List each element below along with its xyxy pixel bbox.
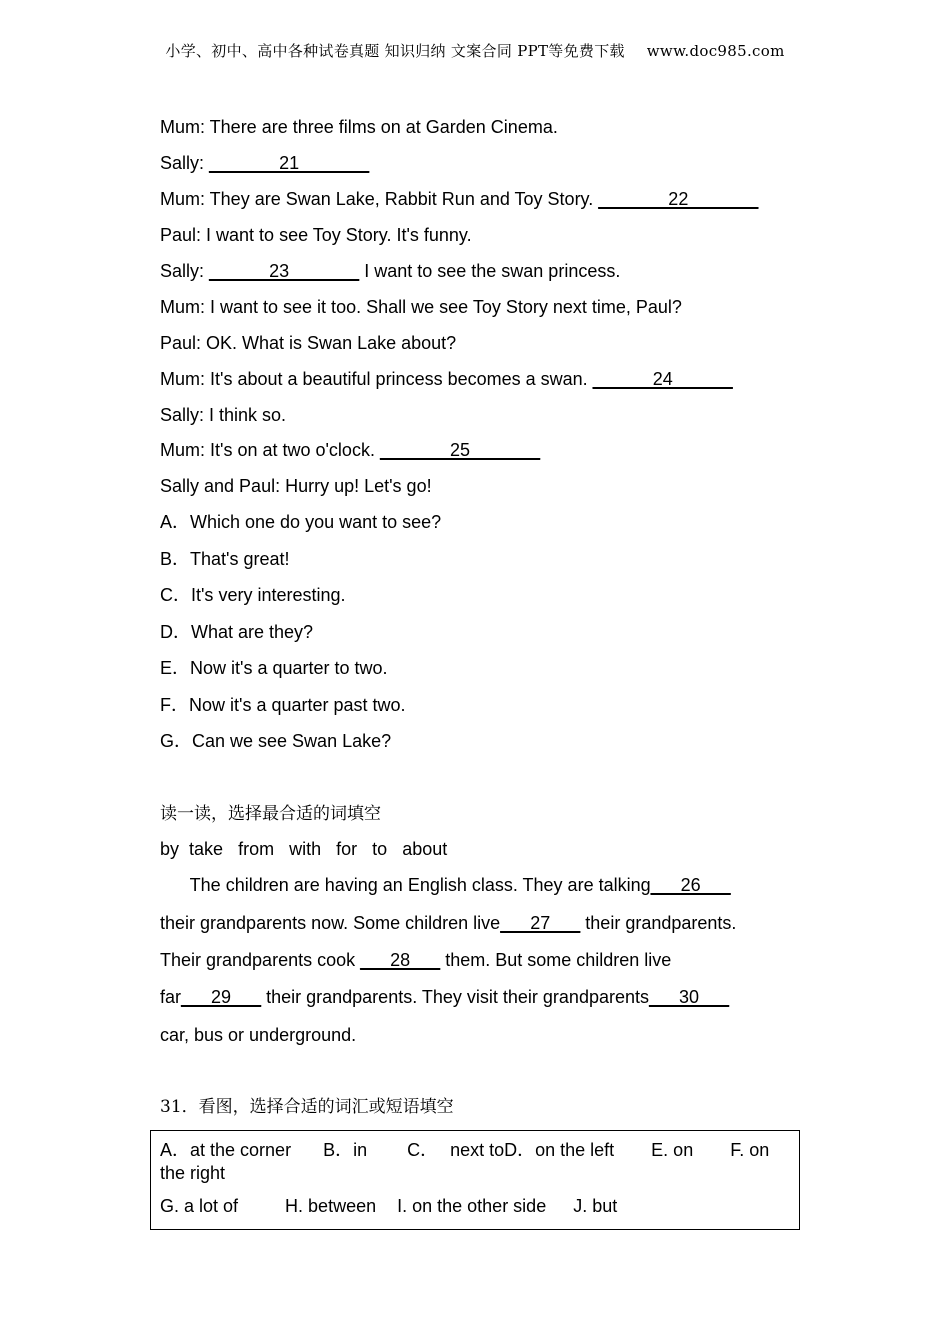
answer-blank-25[interactable]: _______25_______ [379, 440, 541, 460]
answer-blank-23[interactable]: ______23_______ [209, 261, 360, 281]
dialogue-line: Mum: I want to see it too. Shall we see Toy Story next time, Paul? [160, 297, 682, 317]
option-item: I. on the other side [397, 1196, 547, 1216]
option-e: E．Now it's a quarter to two. [160, 658, 388, 678]
passage-line: Their grandparents cook ___28___ them. But some children live [160, 950, 672, 970]
options-row [160, 1139, 769, 1161]
options-row [160, 1195, 617, 1217]
option-a: A．Which one do you want to see? [160, 512, 442, 532]
passage-line: The children are having an English class. They are talking___26___ [160, 875, 731, 895]
option-d: D．What are they? [160, 622, 314, 642]
option-item: B．in [323, 1140, 368, 1160]
answer-blank-26[interactable]: ___26___ [650, 875, 731, 895]
options-row-wrap: the right [160, 1163, 226, 1183]
page-header [0, 40, 950, 61]
answer-blank-22[interactable]: _______22_______ [598, 189, 759, 209]
option-item: J. but [573, 1196, 618, 1216]
dialogue-line: Sally and Paul: Hurry up! Let's go! [160, 476, 432, 496]
dialogue-line: Sally: _______21_______ [160, 153, 370, 173]
word-bank: by take from with for to about [160, 839, 448, 859]
option-item: C． [407, 1140, 439, 1160]
answer-blank-28[interactable]: ___28___ [360, 950, 441, 970]
answer-blank-27[interactable]: ___27___ [500, 913, 581, 933]
option-g: G．Can we see Swan Lake? [160, 731, 392, 751]
dialogue-line: Paul: OK. What is Swan Lake about? [160, 333, 457, 353]
answer-blank-21[interactable]: _______21_______ [209, 153, 370, 173]
dialogue-line: Mum: They are Swan Lake, Rabbit Run and Toy Story. _______22_______ [160, 189, 759, 209]
option-c: C．It's very interesting. [160, 585, 346, 605]
dialogue-line: Sally: ______23_______ I want to see the swan princess. [160, 261, 621, 281]
option-item: H. between [285, 1196, 377, 1216]
dialogue-line: Mum: It's about a beautiful princess becomes a swan. ______24______ [160, 369, 733, 389]
option-item: F. on [730, 1140, 770, 1160]
answer-blank-30[interactable]: ___30___ [649, 987, 730, 1007]
option-item: A．at the corner [160, 1140, 292, 1160]
dialogue-line: Sally: I think so. [160, 405, 287, 425]
header-site: www.doc985.com [646, 42, 785, 60]
answer-blank-29[interactable]: ___29___ [181, 987, 262, 1007]
section-title: 31．看图，选择合适的词汇或短语填空 [160, 1097, 454, 1117]
passage-line: car, bus or underground. [160, 1025, 357, 1045]
option-item: G. a lot of [160, 1196, 239, 1216]
option-b: B．That's great! [160, 549, 290, 569]
option-item: next toD．on the left [450, 1140, 615, 1160]
passage-line: far___29___ their grandparents. They visit their grandparents___30___ [160, 987, 730, 1007]
passage-line: their grandparents now. Some children live___27___ their grandparents. [160, 913, 737, 933]
option-f: F．Now it's a quarter past two. [160, 695, 406, 715]
header-text: 小学、初中、高中各种试卷真题 知识归纳 文案合同 PPT等免费下载 [165, 42, 625, 60]
option-item: E. on [651, 1140, 694, 1160]
dialogue-line: Mum: It's on at two o'clock. _______25_______ [160, 440, 541, 460]
dialogue-line: Mum: There are three films on at Garden Cinema. [160, 117, 558, 137]
section-title: 读一读，选择最合适的词填空 [160, 804, 381, 824]
answer-blank-24[interactable]: ______24______ [592, 369, 733, 389]
word-options-box [150, 1130, 800, 1230]
dialogue-line: Paul: I want to see Toy Story. It's funny. [160, 225, 472, 245]
